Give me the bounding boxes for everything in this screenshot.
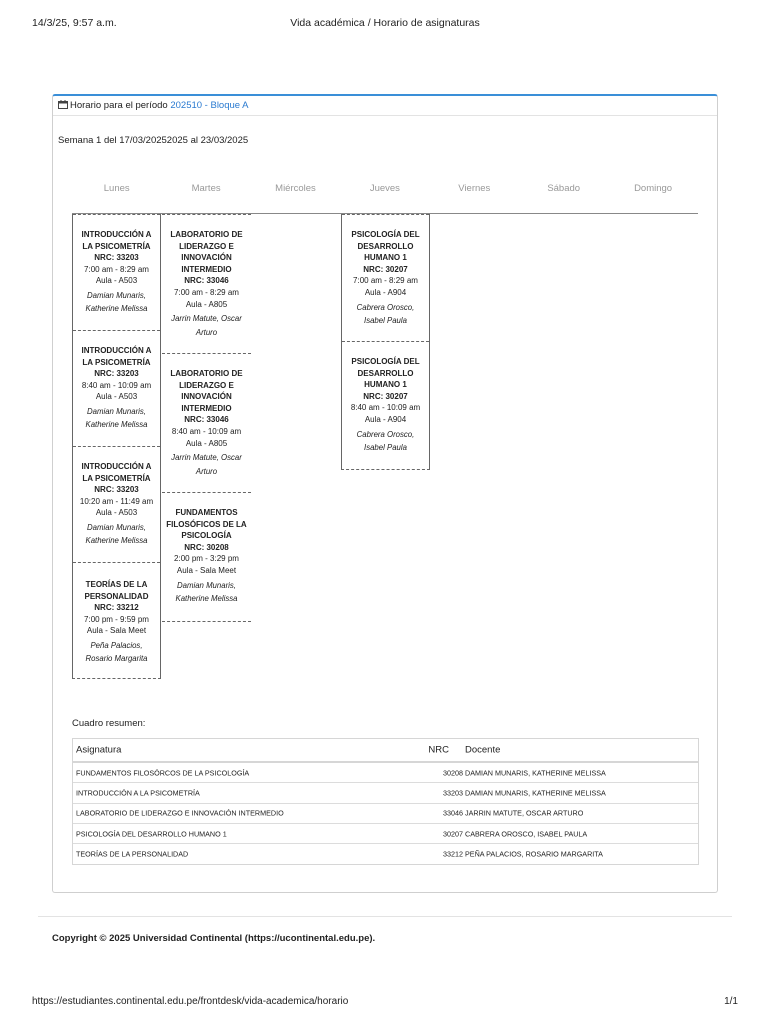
print-page-title: Vida académica / Horario de asignaturas (290, 17, 480, 29)
row-nrc: 33212 (443, 849, 463, 859)
row-subject: INTRODUCCIÓN A LA PSICOMETRÍA (76, 788, 200, 798)
course-name: TEORÍAS DE LA PERSONALIDAD (84, 580, 149, 601)
table-row (73, 783, 698, 803)
course-teacher: Peña Palacios, Rosario Margarita (85, 640, 148, 664)
row-teacher: PEÑA PALACIOS, ROSARIO MARGARITA (465, 849, 603, 859)
course-time: 7:00 am - 8:29 am (174, 287, 239, 297)
course-nrc: NRC: 33203 (94, 369, 139, 379)
course-time: 8:40 am - 10:09 am (81, 380, 152, 390)
course-time: 7:00 am - 8:29 am (353, 276, 418, 286)
course-room: Aula - Sala Meet (86, 626, 147, 636)
column-divider (341, 469, 430, 470)
header-nrc: NRC (428, 744, 449, 756)
course-name: INTRODUCCIÓN A LA PSICOMETRÍA (81, 462, 152, 483)
row-teacher: CABRERA OROSCO, ISABEL PAULA (465, 829, 588, 839)
course-nrc: NRC: 33203 (94, 485, 139, 495)
week-range: Semana 1 del 17/03/20252025 al 23/03/2025 (58, 135, 249, 146)
day-wednesday: Miércoles (275, 183, 316, 194)
schedule-block[interactable] (73, 562, 160, 678)
table-row (73, 763, 698, 783)
table-row (73, 804, 698, 824)
course-teacher: Damian Munaris, Katherine Melissa (85, 522, 148, 546)
course-name: INTRODUCCIÓN A LA PSICOMETRÍA (81, 346, 152, 367)
schedule-block[interactable] (342, 214, 429, 341)
schedule-block[interactable] (73, 330, 160, 446)
footer-divider (38, 916, 732, 917)
row-subject: LABORATORIO DE LIDERAZGO E INNOVACIÓN INTERMEDIO (76, 808, 284, 818)
panel-header (53, 96, 717, 116)
row-teacher: DAMIAN MUNARIS, KATHERINE MELISSA (465, 768, 606, 778)
schedule-block[interactable] (162, 353, 251, 492)
course-room: Aula - Sala Meet (176, 565, 237, 575)
course-teacher: Jarrin Matute, Oscar Arturo (171, 314, 242, 337)
course-teacher: Cabrera Orosco, Isabel Paula (356, 429, 415, 453)
course-time: 8:40 am - 10:09 am (350, 403, 421, 413)
course-room: Aula - A904 (364, 414, 407, 424)
course-name: FUNDAMENTOS FILOSÓFICOS DE LA PSICOLOGÍA (166, 508, 247, 541)
course-teacher: Damian Munaris, Katherine Melissa (85, 290, 148, 314)
course-nrc: NRC: 30208 (184, 542, 229, 552)
day-thursday: Jueves (369, 183, 400, 194)
course-name: LABORATORIO DE LIDERAZGO E INNOVACIÓN INTERMEDIO (170, 369, 243, 413)
row-subject: FUNDAMENTOS FILOSÓRCOS DE LA PSICOLOGÍA (76, 768, 250, 778)
course-nrc: NRC: 33203 (94, 253, 139, 263)
copyright: Copyright © 2025 Universidad Continental (https://ucontinental.edu.pe). (52, 933, 376, 944)
course-room: Aula - A904 (364, 287, 407, 297)
row-nrc: 30208 (443, 768, 463, 778)
course-name: PSICOLOGÍA DEL DESARROLLO HUMANO 1 (351, 357, 420, 390)
course-time: 10:20 am - 11:49 am (79, 496, 154, 506)
course-time: 2:00 pm - 3:29 pm (174, 554, 239, 564)
schedule-block[interactable] (162, 492, 251, 621)
row-teacher: JARRIN MATUTE, OSCAR ARTURO (465, 808, 584, 818)
course-nrc: NRC: 33212 (94, 603, 139, 613)
course-name: PSICOLOGÍA DEL DESARROLLO HUMANO 1 (351, 230, 420, 263)
schedule-block[interactable] (162, 214, 251, 353)
course-room: Aula - A503 (95, 392, 138, 402)
course-nrc: NRC: 30207 (363, 391, 408, 401)
course-nrc: NRC: 33046 (184, 415, 229, 425)
course-time: 8:40 am - 10:09 am (171, 426, 242, 436)
course-room: Aula - A805 (185, 438, 228, 448)
header-teacher: Docente (465, 744, 501, 756)
course-teacher: Damian Munaris, Katherine Melissa (85, 406, 148, 430)
course-room: Aula - A805 (185, 299, 228, 309)
schedule-block[interactable] (73, 214, 160, 330)
table-header (73, 739, 698, 763)
thursday-column (341, 214, 430, 469)
day-monday: Lunes (103, 183, 130, 194)
course-name: LABORATORIO DE LIDERAZGO E INNOVACIÓN INTERMEDIO (170, 230, 243, 274)
panel-title: Horario para el período (70, 100, 168, 111)
course-room: Aula - A503 (95, 508, 138, 518)
table-row (73, 844, 698, 864)
day-friday: Viernes (458, 183, 491, 194)
print-datetime: 14/3/25, 9:57 a.m. (32, 17, 117, 29)
course-room: Aula - A503 (95, 276, 138, 286)
course-teacher: Jarrin Matute, Oscar Arturo (171, 453, 242, 476)
row-nrc: 33046 (443, 808, 463, 818)
row-subject: PSICOLOGÍA DEL DESARROLLO HUMANO 1 (76, 829, 227, 839)
course-teacher: Cabrera Orosco, Isabel Paula (356, 302, 415, 326)
tuesday-column (162, 214, 251, 621)
row-teacher: DAMIAN MUNARIS, KATHERINE MELISSA (465, 788, 606, 798)
header-subject: Asignatura (76, 744, 122, 756)
course-time: 7:00 pm - 9:59 pm (84, 614, 149, 624)
day-saturday: Sábado (547, 183, 581, 194)
row-nrc: 30207 (443, 829, 463, 839)
monday-column (72, 214, 161, 678)
schedule-block[interactable] (73, 446, 160, 562)
page-url: https://estudiantes.continental.edu.pe/frontdesk/vida-academica/horario (32, 996, 349, 1007)
summary-label: Cuadro resumen: (72, 718, 146, 729)
weekday-header (72, 183, 698, 214)
row-subject: TEORÍAS DE LA PERSONALIDAD (76, 849, 189, 859)
summary-table (72, 738, 699, 865)
table-row (73, 824, 698, 844)
column-divider (162, 621, 251, 622)
course-nrc: NRC: 33046 (184, 276, 229, 286)
print-header (32, 17, 738, 31)
course-nrc: NRC: 30207 (363, 264, 408, 274)
calendar-icon (58, 100, 68, 109)
page-count: 1/1 (724, 996, 738, 1007)
day-sunday: Domingo (634, 183, 673, 194)
course-teacher: Damian Munaris, Katherine Melissa (175, 580, 238, 604)
course-time: 7:00 am - 8:29 am (84, 264, 149, 274)
column-divider (72, 678, 161, 679)
day-tuesday: Martes (191, 183, 221, 194)
course-name: INTRODUCCIÓN A LA PSICOMETRÍA (81, 230, 152, 251)
row-nrc: 33203 (443, 788, 463, 798)
schedule-block[interactable] (342, 341, 429, 469)
period-link[interactable]: 202510 - Bloque A (170, 100, 249, 111)
